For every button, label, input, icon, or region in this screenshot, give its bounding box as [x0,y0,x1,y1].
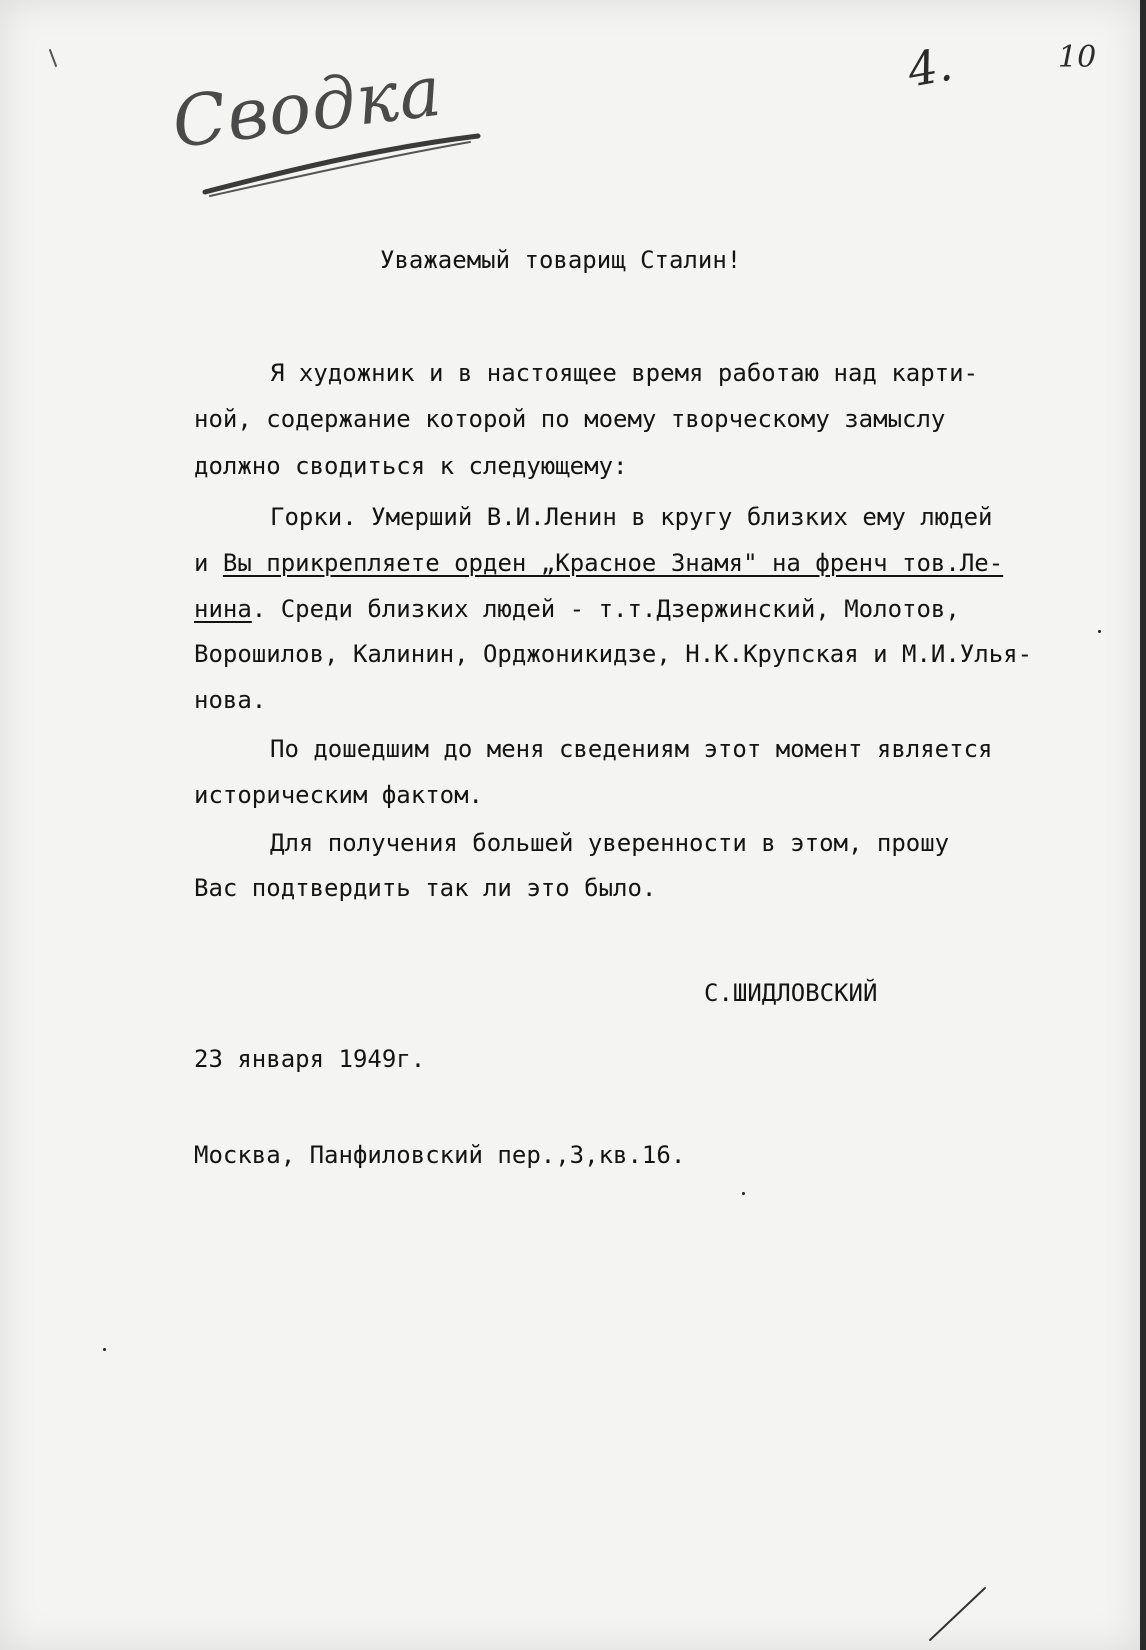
body-line-12: Вас подтвердить так ли это было. [194,874,657,902]
handwritten-folio-number: 10 [1058,40,1097,75]
body-line-5 [194,548,1003,578]
sender-address: Москва, Панфиловский пер.,3,кв.16. [194,1141,686,1169]
paper-speck [1098,630,1101,633]
body-line-7: Ворошилов, Калинин, Орджоникидзе, Н.К.Крупская и М.И.Улья- [194,640,1033,668]
body-line-10: историческим фактом. [194,781,483,809]
handwritten-title: Сводка [168,49,447,164]
body-line-1: Я художник и в настоящее время работаю над карти- [270,359,979,387]
underlined-statement: Вы прикрепляете орден „Красное Знамя" на френч тов.Ле- [222,549,1004,577]
salutation: Уважаемый товарищ Сталин! [380,246,742,274]
body-line-2: ной, содержание которой по моему творческому замыслу [194,405,946,433]
paper-speck [742,1192,745,1195]
body-line-8: нова. [194,686,267,714]
body-line-11: Для получения большей уверенности в этом, прошу [270,829,950,857]
body-line-4: Горки. Умерший В.И.Ленин в кругу близких ему людей [270,503,993,531]
handwritten-page-number: 4. [903,36,957,98]
body-line-9: По дошедшим до меня сведениям этот момент является [270,735,993,763]
body-line-3: должно сводиться к следующему: [194,452,628,480]
signature: С.ШИДЛОВСКИЙ [704,979,878,1007]
underlined-statement-end: нина [194,595,252,623]
body-line-5-prefix: и [194,549,223,577]
paper-speck [103,1348,106,1351]
body-line-6-rest: . Среди близких людей - т.т.Дзержинский, Молотов, [251,595,960,623]
letter-date: 23 января 1949г. [194,1045,426,1073]
body-line-6 [194,594,960,624]
